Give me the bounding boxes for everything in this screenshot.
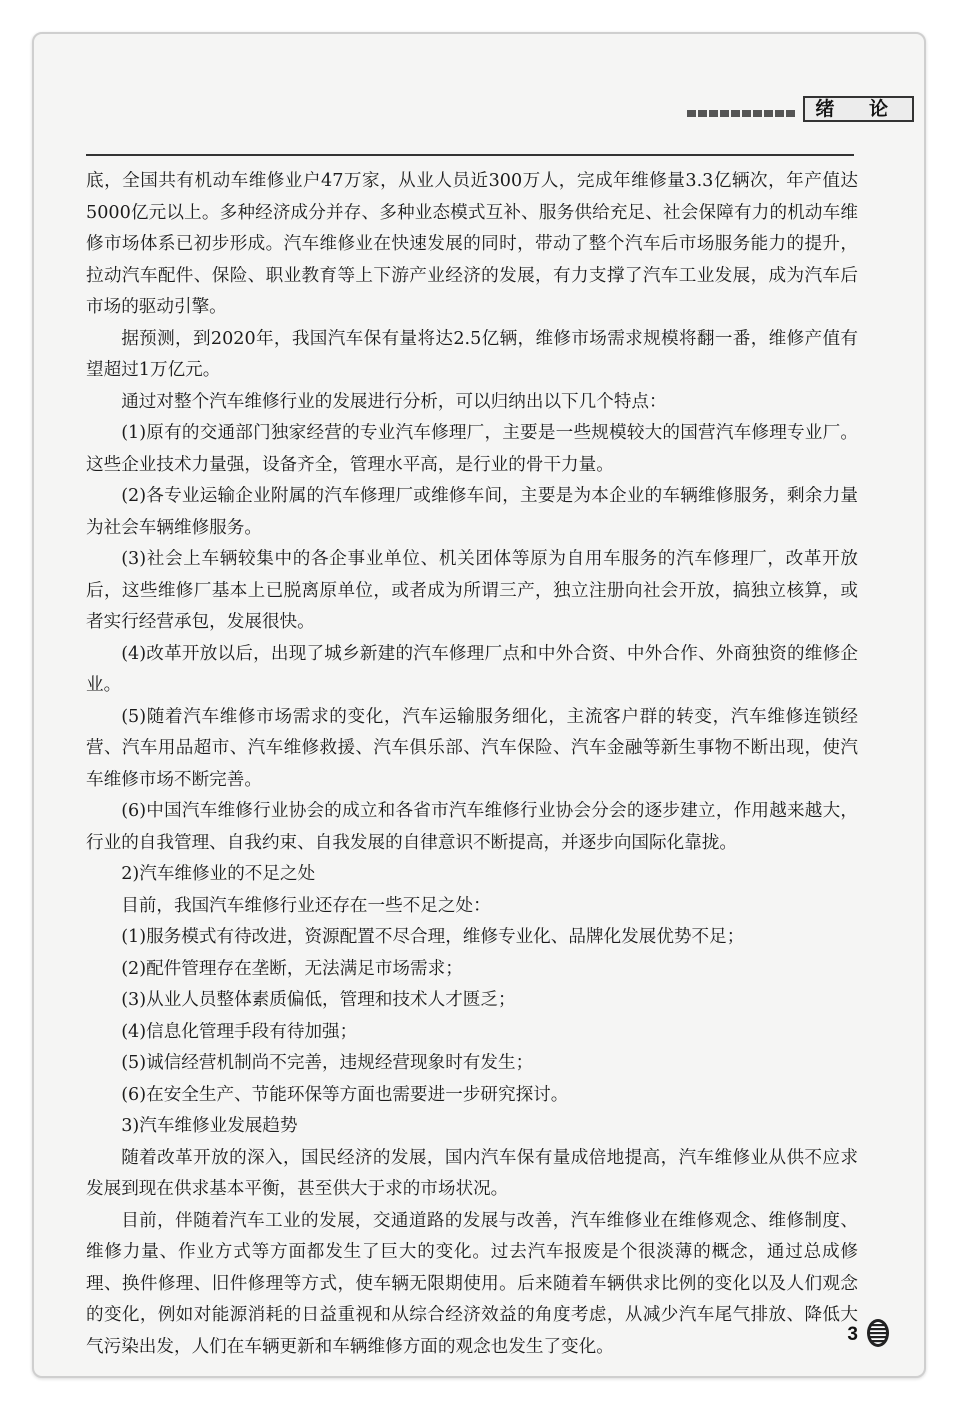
list-item: (6)中国汽车维修行业协会的成立和各省市汽车维修行业协会分会的逐步建立，作用越来越大，行业的自我管理、自我约束、自我发展的自律意识不断提高，并逐步向国际化靠拢。 [86,801,858,853]
list-item: (1)原有的交通部门独家经营的专业汽车修理厂，主要是一些规模较大的国营汽车修理专业厂。这些企业技术力量强，设备齐全，管理水平高，是行业的骨干力量。 [86,423,858,475]
page-number: 3 [847,1324,858,1345]
header-rule [86,154,854,156]
chapter-title: 绪 论 [803,96,914,122]
list-item: (4)信息化管理手段有待加强； [121,1021,358,1042]
page-footer [847,1318,890,1352]
list-item: (5)随着汽车维修市场需求的变化，汽车运输服务细化，主流客户群的转变，汽车维修连锁经营、汽车用品超市、汽车维修救援、汽车俱乐部、汽车保险、汽车金融等新生事物不断出现，使汽车维修市场不断完善。 [86,706,858,790]
paragraph-continued: 底，全国共有机动车维修业户47万家，从业人员近300万人，完成年维修量3.3亿辆次，年产值达5000亿元以上。多种经济成分并存、多种业态模式互补、服务供给充足、社会保障有力的机动车维修市场体系已初步形成。汽车维修业在快速发展的同时，带动了整个汽车后市场服务能力的提升，拉动汽车配件、保险、职业教育等上下游产业经济的发展，有力支撑了汽车工业发展，成为汽车后市场的驱动引擎。 [86,171,858,317]
list-item: (3)从业人员整体素质偏低，管理和技术人才匮乏； [121,990,516,1010]
paragraph: 目前，伴随着汽车工业的发展，交通道路的发展与改善，汽车维修业在维修观念、维修制度、维修力量、作业方式等方面都发生了巨大的变化。过去汽车报废是个很淡薄的概念，通过总成修理、换件修理、旧件修理等方式，使车辆无限期使用。后来随着车辆供求比例的变化以及人们观念的变化，例如对能源消耗的日益重视和从综合经济效益的角度考虑，从减少汽车尾气排放、降低大气污染出发，人们在车辆更新和车辆维修方面的观念也发生了变化。 [86,1210,858,1357]
running-header [687,96,914,122]
tire-icon [866,1318,890,1352]
paragraph: 通过对整个汽车维修行业的发展进行分析，可以归纳出以下几个特点： [121,391,667,412]
paragraph: 随着改革开放的深入，国民经济的发展，国内汽车保有量成倍地提高，汽车维修业从供不应求发展到现在供求基本平衡，甚至供大于求的市场状况。 [86,1147,858,1199]
section-heading: 2)汽车维修业的不足之处 [121,864,316,884]
paragraph: 目前，我国汽车维修行业还存在一些不足之处： [121,895,491,916]
list-item: (2)配件管理存在垄断，无法满足市场需求； [121,958,463,979]
list-item: (2)各专业运输企业附属的汽车修理厂或维修车间，主要是为本企业的车辆维修服务，剩余力量为社会车辆维修服务。 [86,486,858,538]
list-item: (3)社会上车辆较集中的各企事业单位、机关团体等原为自用车服务的汽车修理厂，改革开放后，这些维修厂基本上已脱离原单位，或者成为所谓三产，独立注册向社会开放，搞独立核算，或者实行经营承包，发展很快。 [86,549,858,632]
paragraph: 据预测，到2020年，我国汽车保有量将达2.5亿辆，维修市场需求规模将翻一番，维修产值有望超过1万亿元。 [86,328,858,380]
header-decoration [687,110,797,117]
section-heading: 3)汽车维修业发展趋势 [121,1116,298,1136]
body-text [86,166,858,1363]
list-item: (6)在安全生产、节能环保等方面也需要进一步研究探讨。 [121,1084,569,1105]
list-item: (4)改革开放以后，出现了城乡新建的汽车修理厂点和中外合资、中外合作、外商独资的维修企业。 [86,643,858,695]
list-item: (1)服务模式有待改进，资源配置不尽合理，维修专业化、品牌化发展优势不足； [121,927,745,947]
list-item: (5)诚信经营机制尚不完善，违规经营现象时有发生； [121,1053,534,1073]
